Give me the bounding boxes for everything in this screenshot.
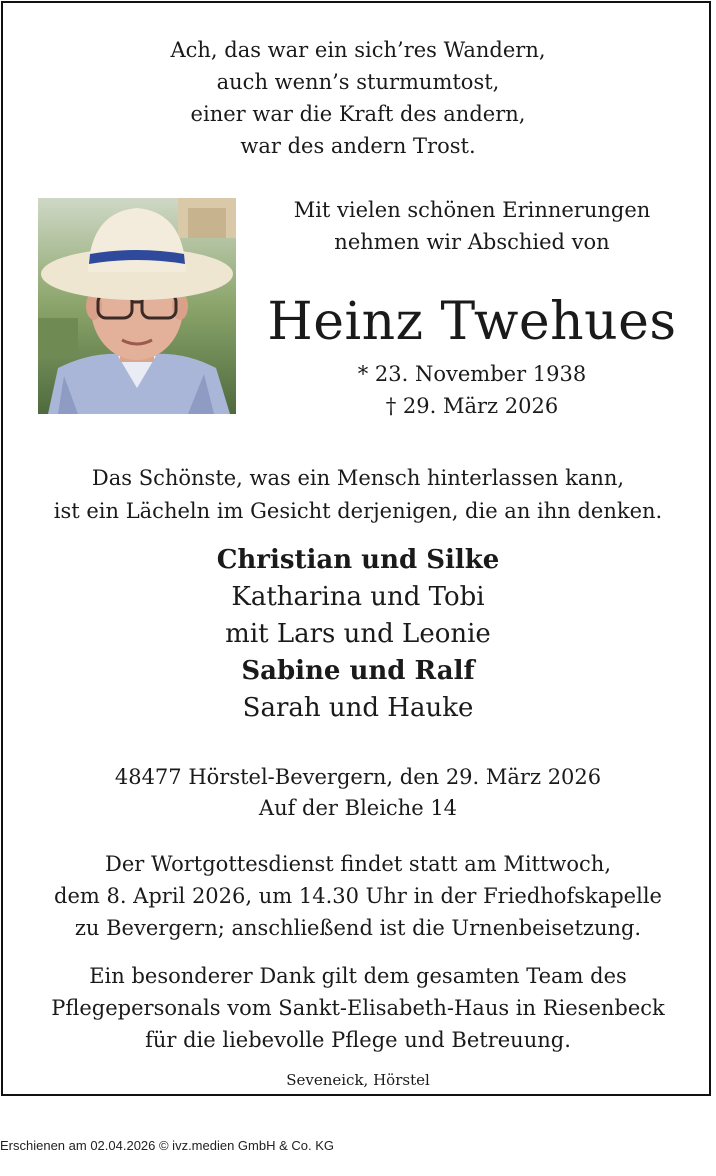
address-line: 48477 Hörstel-Bevergern, den 29. März 2026 — [114, 765, 602, 789]
family-member: Christian und Silke — [216, 545, 500, 575]
portrait-photo-icon — [38, 198, 236, 414]
quote — [0, 462, 716, 528]
quote-line: ist ein Lächeln im Gesicht derjenigen, die an ihn denken. — [53, 499, 663, 523]
intro-line: nehmen wir Abschied von — [334, 230, 610, 254]
thanks-text — [0, 960, 716, 1056]
birth-date: * 23. November 1938 — [357, 362, 587, 386]
death-date: † 29. März 2026 — [385, 394, 559, 418]
thanks-line: Pflegepersonals vom Sankt-Elisabeth-Haus in Riesenbeck — [51, 996, 665, 1020]
poem-line: Ach, das war ein sich’res Wandern, — [170, 38, 546, 62]
family-member: Sarah und Hauke — [242, 693, 474, 723]
poem-line: war des andern Trost. — [240, 134, 476, 158]
signature: Seveneick, Hörstel — [286, 1071, 430, 1089]
service-line: Der Wortgottesdienst findet statt am Mittwoch, — [104, 852, 612, 876]
deceased-name: Heinz Twehues — [267, 292, 677, 352]
thanks-line: für die liebevolle Pflege und Betreuung. — [145, 1028, 571, 1052]
poem — [0, 34, 716, 162]
service-line: zu Bevergern; anschließend ist die Urnenbeisetzung. — [74, 916, 642, 940]
family-member: Katharina und Tobi — [231, 582, 485, 612]
family-list — [0, 542, 716, 727]
address — [0, 762, 716, 824]
service-info — [0, 848, 716, 944]
quote-line: Das Schönste, was ein Mensch hinterlassen kann, — [91, 466, 625, 490]
service-line: dem 8. April 2026, um 14.30 Uhr in der Friedhofskapelle — [54, 884, 662, 908]
thanks-line: Ein besonderer Dank gilt dem gesamten Team des — [89, 964, 627, 988]
publication-footer: Erschienen am 02.04.2026 © ivz.medien GmbH & Co. KG — [0, 1138, 335, 1153]
life-dates — [258, 358, 686, 422]
poem-line: einer war die Kraft des andern, — [190, 102, 526, 126]
intro-line: Mit vielen schönen Erinnerungen — [293, 198, 651, 222]
address-line: Auf der Bleiche 14 — [258, 796, 458, 820]
family-member: Sabine und Ralf — [241, 656, 475, 686]
intro-text — [258, 194, 686, 258]
poem-line: auch wenn’s sturmumtost, — [216, 70, 500, 94]
family-member: mit Lars und Leonie — [225, 619, 491, 649]
